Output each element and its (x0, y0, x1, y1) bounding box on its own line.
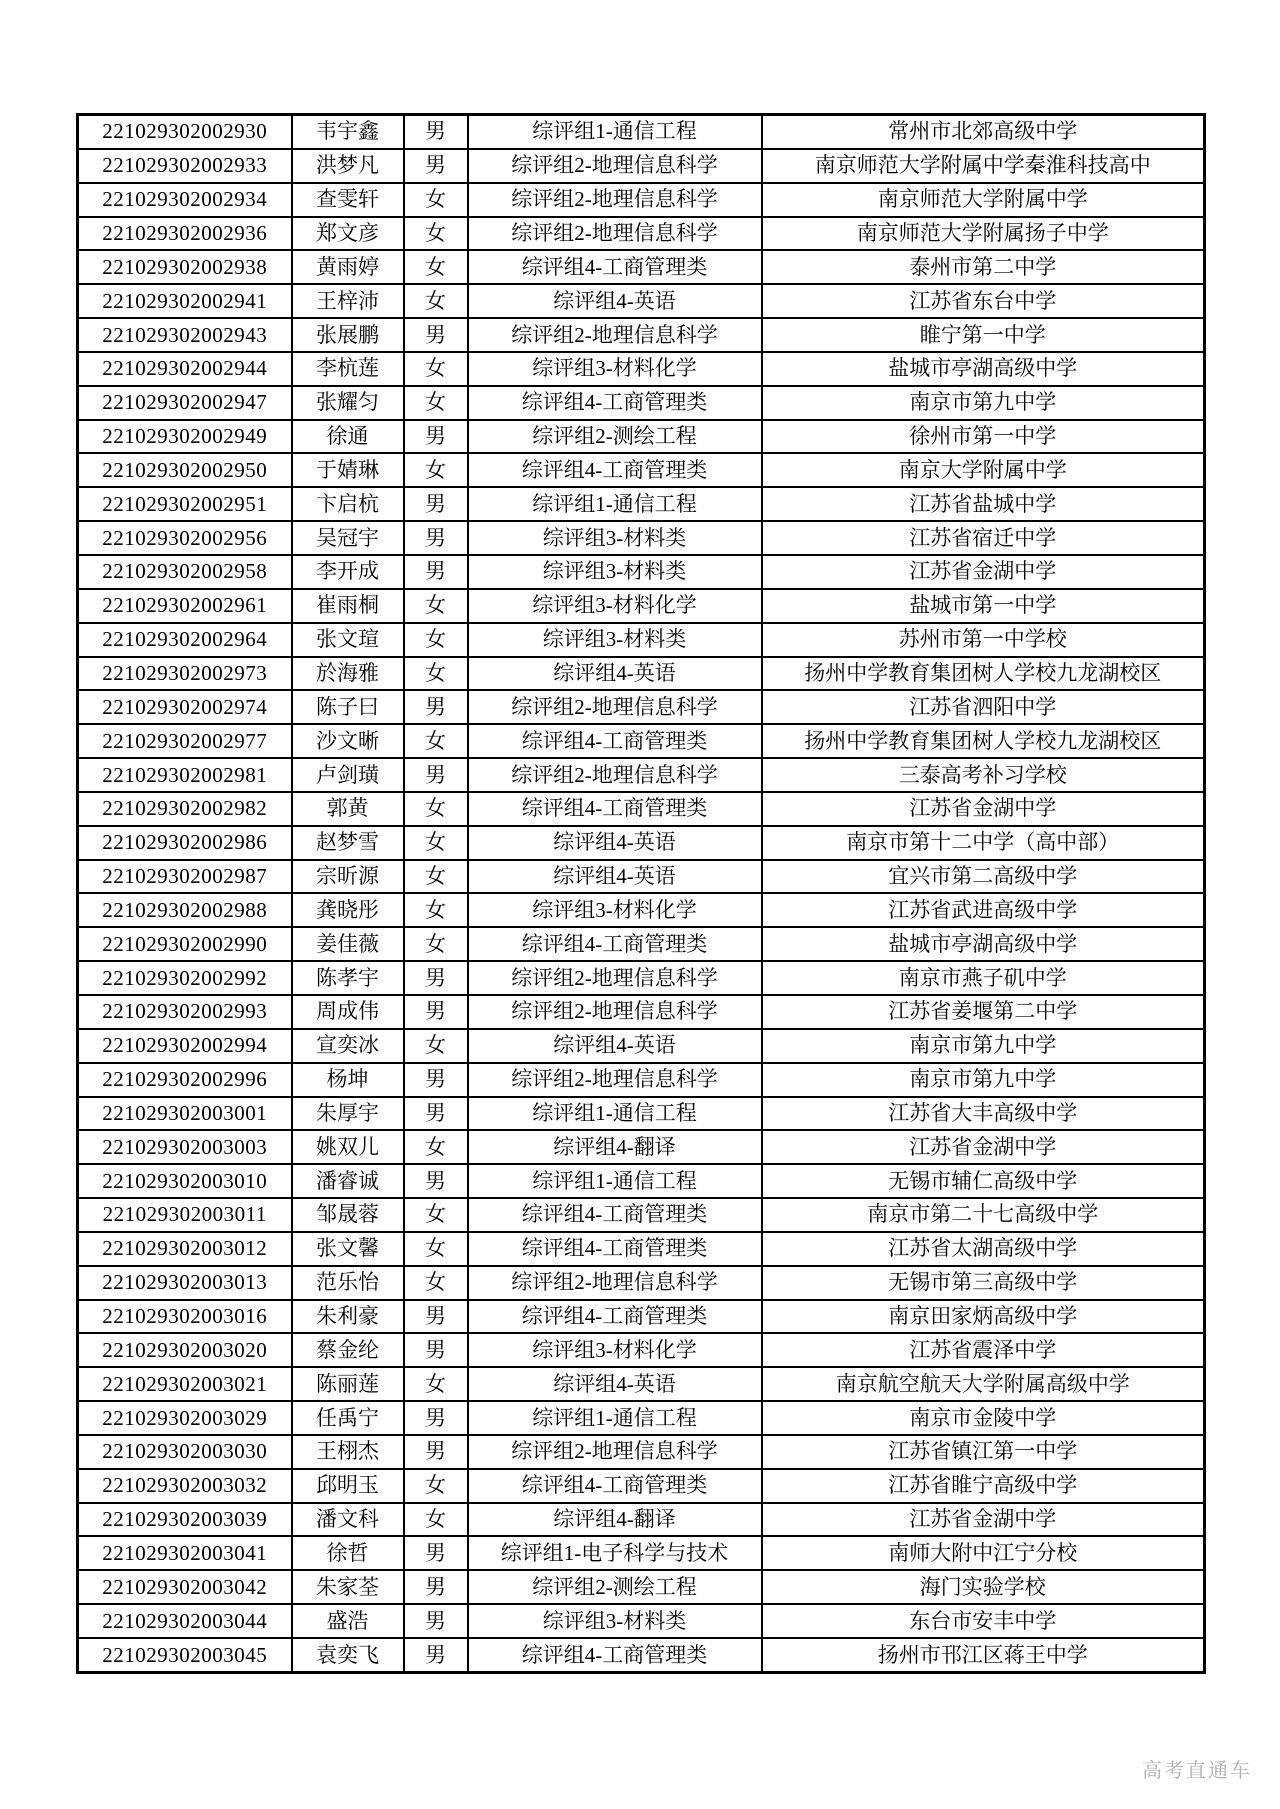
candidate-name-cell: 陈丽莲 (292, 1367, 404, 1401)
evaluation-group-cell: 综评组4-英语 (468, 1367, 762, 1401)
evaluation-group-cell: 综评组3-材料类 (468, 623, 762, 657)
candidate-gender-cell: 男 (404, 758, 468, 792)
school-cell: 江苏省泗阳中学 (762, 690, 1205, 724)
school-cell: 南京航空航天大学附属高级中学 (762, 1367, 1205, 1401)
school-cell: 南京市第十二中学（高中部） (762, 826, 1205, 860)
candidate-id-cell: 221029302002958 (78, 555, 292, 589)
candidate-name-cell: 赵梦雪 (292, 826, 404, 860)
evaluation-group-cell: 综评组4-翻译 (468, 1130, 762, 1164)
table-row (78, 521, 1205, 555)
evaluation-group-cell: 综评组4-英语 (468, 860, 762, 894)
evaluation-group-cell: 综评组2-地理信息科学 (468, 1435, 762, 1469)
table-row (78, 758, 1205, 792)
candidate-name-cell: 李开成 (292, 555, 404, 589)
school-cell: 睢宁第一中学 (762, 318, 1205, 352)
candidate-gender-cell: 男 (404, 1435, 468, 1469)
candidate-name-cell: 陈子曰 (292, 690, 404, 724)
candidate-name-cell: 卞启杭 (292, 487, 404, 521)
candidate-name-cell: 王梓沛 (292, 284, 404, 318)
school-cell: 江苏省震泽中学 (762, 1333, 1205, 1367)
table-row (78, 1503, 1205, 1537)
table-row (78, 318, 1205, 352)
table-row (78, 217, 1205, 251)
candidate-gender-cell: 女 (404, 1232, 468, 1266)
school-cell: 南京师范大学附属中学秦淮科技高中 (762, 149, 1205, 183)
table-row (78, 420, 1205, 454)
school-cell: 苏州市第一中学校 (762, 623, 1205, 657)
table-row (78, 284, 1205, 318)
candidate-table (76, 113, 1206, 1674)
candidate-gender-cell: 男 (404, 149, 468, 183)
candidate-id-cell: 221029302002950 (78, 453, 292, 487)
candidate-name-cell: 张耀匀 (292, 386, 404, 420)
school-cell: 无锡市第三高级中学 (762, 1266, 1205, 1300)
school-cell: 海门实验学校 (762, 1570, 1205, 1604)
school-cell: 江苏省镇江第一中学 (762, 1435, 1205, 1469)
candidate-name-cell: 潘文科 (292, 1503, 404, 1537)
candidate-name-cell: 姜佳薇 (292, 927, 404, 961)
candidate-id-cell: 221029302003011 (78, 1198, 292, 1232)
candidate-id-cell: 221029302002933 (78, 149, 292, 183)
school-cell: 扬州中学教育集团树人学校九龙湖校区 (762, 657, 1205, 691)
candidate-gender-cell: 男 (404, 115, 468, 149)
evaluation-group-cell: 综评组2-地理信息科学 (468, 995, 762, 1029)
candidate-id-cell: 221029302003039 (78, 1503, 292, 1537)
candidate-name-cell: 邹晟蓉 (292, 1198, 404, 1232)
candidate-id-cell: 221029302002988 (78, 893, 292, 927)
table-row (78, 690, 1205, 724)
candidate-gender-cell: 女 (404, 1503, 468, 1537)
candidate-id-cell: 221029302002996 (78, 1063, 292, 1097)
candidate-name-cell: 朱家荃 (292, 1570, 404, 1604)
evaluation-group-cell: 综评组2-地理信息科学 (468, 758, 762, 792)
candidate-name-cell: 沙文晰 (292, 724, 404, 758)
candidate-id-cell: 221029302002974 (78, 690, 292, 724)
candidate-name-cell: 于婧琳 (292, 453, 404, 487)
candidate-gender-cell: 女 (404, 1029, 468, 1063)
table-row (78, 1367, 1205, 1401)
school-cell: 盐城市第一中学 (762, 589, 1205, 623)
candidate-id-cell: 221029302003003 (78, 1130, 292, 1164)
candidate-id-cell: 221029302003044 (78, 1604, 292, 1638)
evaluation-group-cell: 综评组4-工商管理类 (468, 453, 762, 487)
table-row (78, 792, 1205, 826)
school-cell: 南京市第九中学 (762, 1063, 1205, 1097)
evaluation-group-cell: 综评组2-测绘工程 (468, 420, 762, 454)
candidate-gender-cell: 女 (404, 183, 468, 217)
candidate-id-cell: 221029302002973 (78, 657, 292, 691)
candidate-gender-cell: 男 (404, 1164, 468, 1198)
school-cell: 江苏省睢宁高级中学 (762, 1469, 1205, 1503)
evaluation-group-cell: 综评组3-材料类 (468, 521, 762, 555)
candidate-name-cell: 张文瑄 (292, 623, 404, 657)
candidate-id-cell: 221029302002930 (78, 115, 292, 149)
candidate-name-cell: 吴冠宇 (292, 521, 404, 555)
candidate-gender-cell: 男 (404, 1063, 468, 1097)
evaluation-group-cell: 综评组4-英语 (468, 1029, 762, 1063)
candidate-id-cell: 221029302002982 (78, 792, 292, 826)
table-row (78, 1435, 1205, 1469)
school-cell: 宜兴市第二高级中学 (762, 860, 1205, 894)
candidate-gender-cell: 女 (404, 453, 468, 487)
candidate-id-cell: 221029302002987 (78, 860, 292, 894)
table-row (78, 487, 1205, 521)
evaluation-group-cell: 综评组3-材料化学 (468, 352, 762, 386)
candidate-gender-cell: 女 (404, 1266, 468, 1300)
candidate-gender-cell: 女 (404, 893, 468, 927)
evaluation-group-cell: 综评组4-工商管理类 (468, 386, 762, 420)
table-row (78, 657, 1205, 691)
table-row (78, 1638, 1205, 1672)
candidate-id-cell: 221029302003012 (78, 1232, 292, 1266)
school-cell: 江苏省武进高级中学 (762, 893, 1205, 927)
table-row (78, 1266, 1205, 1300)
candidate-id-cell: 221029302003029 (78, 1401, 292, 1435)
table-row (78, 623, 1205, 657)
evaluation-group-cell: 综评组2-地理信息科学 (468, 961, 762, 995)
candidate-id-cell: 221029302002934 (78, 183, 292, 217)
table-row (78, 115, 1205, 149)
candidate-id-cell: 221029302003013 (78, 1266, 292, 1300)
evaluation-group-cell: 综评组4-工商管理类 (468, 1469, 762, 1503)
candidate-id-cell: 221029302002938 (78, 250, 292, 284)
candidate-name-cell: 郑文彦 (292, 217, 404, 251)
school-cell: 三泰高考补习学校 (762, 758, 1205, 792)
table-row (78, 1232, 1205, 1266)
candidate-id-cell: 221029302002993 (78, 995, 292, 1029)
candidate-gender-cell: 女 (404, 927, 468, 961)
evaluation-group-cell: 综评组4-工商管理类 (468, 1232, 762, 1266)
candidate-name-cell: 宗昕源 (292, 860, 404, 894)
evaluation-group-cell: 综评组1-通信工程 (468, 1401, 762, 1435)
candidate-id-cell: 221029302003021 (78, 1367, 292, 1401)
school-cell: 南京师范大学附属中学 (762, 183, 1205, 217)
candidate-id-cell: 221029302002994 (78, 1029, 292, 1063)
candidate-gender-cell: 男 (404, 1401, 468, 1435)
school-cell: 南京田家炳高级中学 (762, 1300, 1205, 1334)
evaluation-group-cell: 综评组2-地理信息科学 (468, 217, 762, 251)
candidate-name-cell: 潘睿诚 (292, 1164, 404, 1198)
candidate-name-cell: 崔雨桐 (292, 589, 404, 623)
table-row (78, 1300, 1205, 1334)
candidate-gender-cell: 女 (404, 792, 468, 826)
table-row (78, 995, 1205, 1029)
candidate-gender-cell: 男 (404, 690, 468, 724)
candidate-name-cell: 徐通 (292, 420, 404, 454)
candidate-name-cell: 杨坤 (292, 1063, 404, 1097)
school-cell: 江苏省太湖高级中学 (762, 1232, 1205, 1266)
table-row (78, 352, 1205, 386)
school-cell: 江苏省宿迁中学 (762, 521, 1205, 555)
candidate-gender-cell: 男 (404, 961, 468, 995)
candidate-name-cell: 郭黄 (292, 792, 404, 826)
evaluation-group-cell: 综评组2-地理信息科学 (468, 183, 762, 217)
school-cell: 南京市第九中学 (762, 386, 1205, 420)
candidate-gender-cell: 女 (404, 860, 468, 894)
candidate-gender-cell: 女 (404, 1198, 468, 1232)
evaluation-group-cell: 综评组4-英语 (468, 657, 762, 691)
school-cell: 江苏省金湖中学 (762, 1130, 1205, 1164)
evaluation-group-cell: 综评组4-工商管理类 (468, 927, 762, 961)
school-cell: 南师大附中江宁分校 (762, 1536, 1205, 1570)
candidate-id-cell: 221029302003032 (78, 1469, 292, 1503)
candidate-gender-cell: 男 (404, 1300, 468, 1334)
candidate-gender-cell: 女 (404, 250, 468, 284)
evaluation-group-cell: 综评组3-材料类 (468, 555, 762, 589)
evaluation-group-cell: 综评组3-材料类 (468, 1604, 762, 1638)
candidate-gender-cell: 女 (404, 284, 468, 318)
candidate-name-cell: 洪梦凡 (292, 149, 404, 183)
candidate-table-body (78, 115, 1205, 1673)
candidate-id-cell: 221029302002977 (78, 724, 292, 758)
table-row (78, 1570, 1205, 1604)
table-row (78, 1164, 1205, 1198)
evaluation-group-cell: 综评组1-通信工程 (468, 115, 762, 149)
candidate-id-cell: 221029302003045 (78, 1638, 292, 1672)
school-cell: 盐城市亭湖高级中学 (762, 352, 1205, 386)
table-row (78, 386, 1205, 420)
candidate-name-cell: 李杭莲 (292, 352, 404, 386)
candidate-id-cell: 221029302002947 (78, 386, 292, 420)
school-cell: 江苏省大丰高级中学 (762, 1097, 1205, 1131)
candidate-name-cell: 张展鹏 (292, 318, 404, 352)
evaluation-group-cell: 综评组4-工商管理类 (468, 250, 762, 284)
table-row (78, 1604, 1205, 1638)
table-row (78, 927, 1205, 961)
evaluation-group-cell: 综评组4-英语 (468, 284, 762, 318)
table-row (78, 1401, 1205, 1435)
evaluation-group-cell: 综评组4-英语 (468, 826, 762, 860)
table-row (78, 1029, 1205, 1063)
table-row (78, 1198, 1205, 1232)
school-cell: 江苏省金湖中学 (762, 792, 1205, 826)
evaluation-group-cell: 综评组3-材料化学 (468, 893, 762, 927)
candidate-id-cell: 221029302003001 (78, 1097, 292, 1131)
table-row (78, 183, 1205, 217)
candidate-id-cell: 221029302002961 (78, 589, 292, 623)
candidate-gender-cell: 男 (404, 1333, 468, 1367)
evaluation-group-cell: 综评组4-工商管理类 (468, 1638, 762, 1672)
candidate-name-cell: 卢剑璜 (292, 758, 404, 792)
candidate-gender-cell: 男 (404, 1638, 468, 1672)
candidate-id-cell: 221029302002986 (78, 826, 292, 860)
candidate-gender-cell: 男 (404, 420, 468, 454)
school-cell: 南京市第二十七高级中学 (762, 1198, 1205, 1232)
candidate-name-cell: 蔡金纶 (292, 1333, 404, 1367)
evaluation-group-cell: 综评组4-工商管理类 (468, 1198, 762, 1232)
candidate-id-cell: 221029302003020 (78, 1333, 292, 1367)
evaluation-group-cell: 综评组4-工商管理类 (468, 792, 762, 826)
candidate-name-cell: 徐哲 (292, 1536, 404, 1570)
candidate-gender-cell: 女 (404, 352, 468, 386)
school-cell: 江苏省金湖中学 (762, 1503, 1205, 1537)
table-row (78, 555, 1205, 589)
school-cell: 南京大学附属中学 (762, 453, 1205, 487)
school-cell: 南京师范大学附属扬子中学 (762, 217, 1205, 251)
candidate-id-cell: 221029302002949 (78, 420, 292, 454)
school-cell: 南京市第九中学 (762, 1029, 1205, 1063)
candidate-gender-cell: 男 (404, 487, 468, 521)
candidate-id-cell: 221029302002990 (78, 927, 292, 961)
table-row (78, 453, 1205, 487)
school-cell: 江苏省姜堰第二中学 (762, 995, 1205, 1029)
school-cell: 南京市金陵中学 (762, 1401, 1205, 1435)
candidate-gender-cell: 男 (404, 521, 468, 555)
school-cell: 扬州市邗江区蒋王中学 (762, 1638, 1205, 1672)
candidate-id-cell: 221029302002992 (78, 961, 292, 995)
evaluation-group-cell: 综评组2-地理信息科学 (468, 1063, 762, 1097)
table-row (78, 860, 1205, 894)
candidate-id-cell: 221029302002951 (78, 487, 292, 521)
evaluation-group-cell: 综评组3-材料化学 (468, 1333, 762, 1367)
candidate-id-cell: 221029302002981 (78, 758, 292, 792)
candidate-gender-cell: 男 (404, 1536, 468, 1570)
candidate-name-cell: 陈孝宇 (292, 961, 404, 995)
candidate-gender-cell: 女 (404, 1469, 468, 1503)
evaluation-group-cell: 综评组1-通信工程 (468, 1164, 762, 1198)
table-row (78, 893, 1205, 927)
table-row (78, 1097, 1205, 1131)
evaluation-group-cell: 综评组2-测绘工程 (468, 1570, 762, 1604)
candidate-name-cell: 於海雅 (292, 657, 404, 691)
candidate-name-cell: 黄雨婷 (292, 250, 404, 284)
table-row (78, 250, 1205, 284)
candidate-name-cell: 朱厚宇 (292, 1097, 404, 1131)
candidate-name-cell: 朱利豪 (292, 1300, 404, 1334)
candidate-name-cell: 姚双儿 (292, 1130, 404, 1164)
candidate-gender-cell: 男 (404, 555, 468, 589)
candidate-gender-cell: 男 (404, 1604, 468, 1638)
candidate-gender-cell: 男 (404, 1097, 468, 1131)
watermark: 高考直通车 (1142, 1760, 1252, 1782)
evaluation-group-cell: 综评组2-地理信息科学 (468, 149, 762, 183)
candidate-gender-cell: 女 (404, 724, 468, 758)
evaluation-group-cell: 综评组4-工商管理类 (468, 1300, 762, 1334)
table-row (78, 1130, 1205, 1164)
school-cell: 江苏省东台中学 (762, 284, 1205, 318)
candidate-name-cell: 盛浩 (292, 1604, 404, 1638)
school-cell: 无锡市辅仁高级中学 (762, 1164, 1205, 1198)
candidate-name-cell: 宣奕冰 (292, 1029, 404, 1063)
candidate-id-cell: 221029302003042 (78, 1570, 292, 1604)
evaluation-group-cell: 综评组3-材料化学 (468, 589, 762, 623)
candidate-id-cell: 221029302003030 (78, 1435, 292, 1469)
table-row (78, 961, 1205, 995)
candidate-id-cell: 221029302002944 (78, 352, 292, 386)
school-cell: 泰州市第二中学 (762, 250, 1205, 284)
evaluation-group-cell: 综评组4-翻译 (468, 1503, 762, 1537)
candidate-name-cell: 韦宇鑫 (292, 115, 404, 149)
candidate-id-cell: 221029302003010 (78, 1164, 292, 1198)
candidate-id-cell: 221029302003016 (78, 1300, 292, 1334)
evaluation-group-cell: 综评组1-通信工程 (468, 487, 762, 521)
table-row (78, 724, 1205, 758)
candidate-name-cell: 查雯轩 (292, 183, 404, 217)
school-cell: 东台市安丰中学 (762, 1604, 1205, 1638)
school-cell: 盐城市亭湖高级中学 (762, 927, 1205, 961)
candidate-name-cell: 王栩杰 (292, 1435, 404, 1469)
candidate-gender-cell: 男 (404, 995, 468, 1029)
candidate-id-cell: 221029302002936 (78, 217, 292, 251)
evaluation-group-cell: 综评组2-地理信息科学 (468, 690, 762, 724)
candidate-gender-cell: 女 (404, 623, 468, 657)
candidate-name-cell: 周成伟 (292, 995, 404, 1029)
candidate-gender-cell: 男 (404, 318, 468, 352)
evaluation-group-cell: 综评组1-电子科学与技术 (468, 1536, 762, 1570)
candidate-id-cell: 221029302002964 (78, 623, 292, 657)
candidate-gender-cell: 男 (404, 1570, 468, 1604)
table-row (78, 1536, 1205, 1570)
candidate-gender-cell: 女 (404, 657, 468, 691)
evaluation-group-cell: 综评组1-通信工程 (468, 1097, 762, 1131)
table-row (78, 589, 1205, 623)
candidate-gender-cell: 女 (404, 1130, 468, 1164)
candidate-gender-cell: 女 (404, 589, 468, 623)
candidate-name-cell: 龚晓彤 (292, 893, 404, 927)
candidate-name-cell: 邱明玉 (292, 1469, 404, 1503)
candidate-gender-cell: 女 (404, 1367, 468, 1401)
table-row (78, 1063, 1205, 1097)
table-row (78, 826, 1205, 860)
candidate-gender-cell: 女 (404, 386, 468, 420)
candidate-name-cell: 张文馨 (292, 1232, 404, 1266)
candidate-id-cell: 221029302003041 (78, 1536, 292, 1570)
candidate-id-cell: 221029302002941 (78, 284, 292, 318)
candidate-name-cell: 袁奕飞 (292, 1638, 404, 1672)
candidate-name-cell: 任禹宁 (292, 1401, 404, 1435)
school-cell: 徐州市第一中学 (762, 420, 1205, 454)
evaluation-group-cell: 综评组4-工商管理类 (468, 724, 762, 758)
candidate-id-cell: 221029302002943 (78, 318, 292, 352)
school-cell: 江苏省金湖中学 (762, 555, 1205, 589)
school-cell: 江苏省盐城中学 (762, 487, 1205, 521)
candidate-name-cell: 范乐怡 (292, 1266, 404, 1300)
candidate-gender-cell: 女 (404, 217, 468, 251)
table-row (78, 149, 1205, 183)
table-row (78, 1333, 1205, 1367)
school-cell: 南京市燕子矶中学 (762, 961, 1205, 995)
candidate-id-cell: 221029302002956 (78, 521, 292, 555)
school-cell: 常州市北郊高级中学 (762, 115, 1205, 149)
table-row (78, 1469, 1205, 1503)
evaluation-group-cell: 综评组2-地理信息科学 (468, 1266, 762, 1300)
school-cell: 扬州中学教育集团树人学校九龙湖校区 (762, 724, 1205, 758)
evaluation-group-cell: 综评组2-地理信息科学 (468, 318, 762, 352)
candidate-gender-cell: 女 (404, 826, 468, 860)
